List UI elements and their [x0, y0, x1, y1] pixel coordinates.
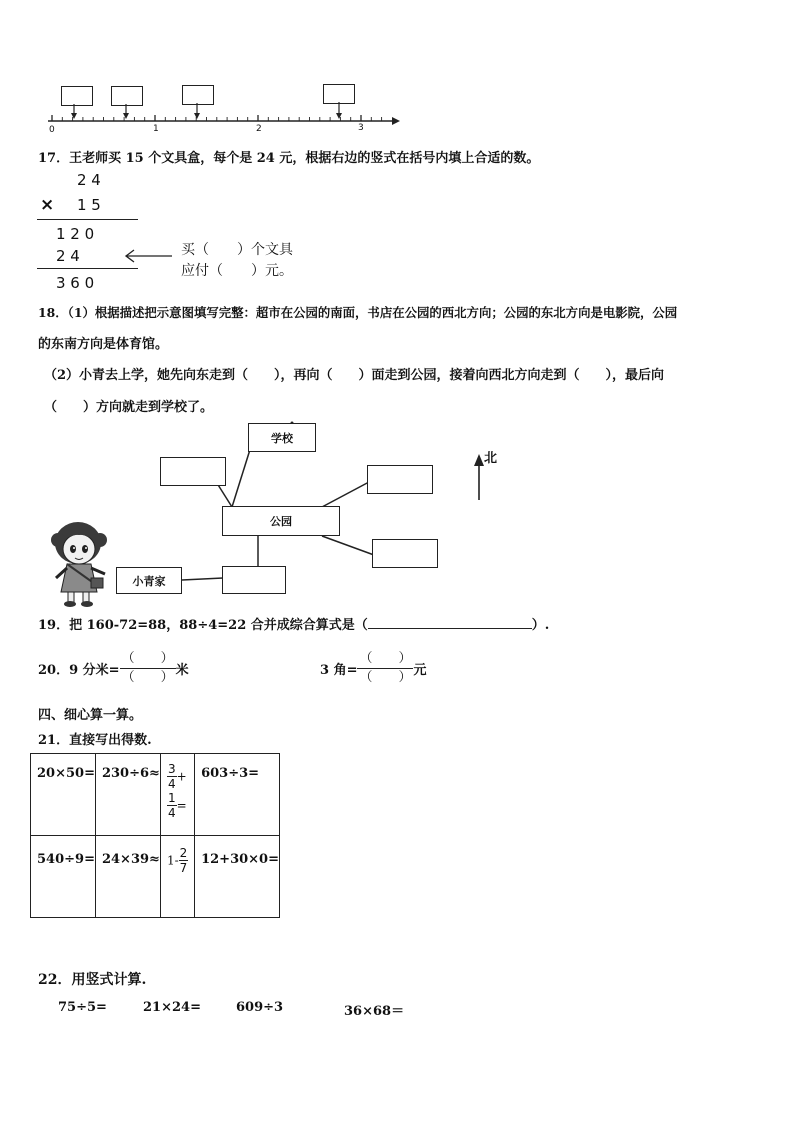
q20-b-unit: 元 — [413, 663, 427, 678]
q20-a-unit: 米 — [175, 663, 189, 678]
q21-frac-b-den: 4 — [167, 806, 176, 820]
blank-box-southeast — [372, 539, 438, 568]
tick-label-2: 2 — [256, 124, 262, 134]
q20-b-fraction — [357, 650, 413, 687]
tick-label-3: 3 — [358, 123, 364, 133]
girl-illustration — [50, 518, 114, 608]
q20-b-prefix: 3 角= — [320, 663, 358, 678]
blank-box-south — [222, 566, 286, 594]
q17-row1: 2 4 — [77, 171, 101, 189]
q21-cell-r1c3 — [160, 754, 194, 836]
q21-frac-b-num: 1 — [167, 791, 176, 805]
q19-text — [38, 614, 549, 633]
q21-frac-a — [167, 762, 177, 791]
q21-one-minus: 1- — [166, 853, 179, 868]
north-label: 北 — [484, 451, 498, 466]
q18-line2: 的东南方向是体育馆。 — [38, 337, 169, 352]
blank-box-northwest — [160, 457, 226, 486]
q22-item-2: 21×24= — [143, 1000, 201, 1015]
q21-cell-r1c4: 603÷3= — [195, 754, 280, 836]
park-box: 公园 — [222, 506, 340, 536]
q21-cell-r2c3 — [160, 836, 194, 918]
number-line — [0, 0, 420, 140]
q17-row4: 2 4 — [56, 247, 80, 265]
q20-b-denominator[interactable]: （ ） — [359, 670, 412, 685]
tick-label-0: 0 — [49, 125, 55, 135]
q18-line3: （2）小青去上学，她先向东走到（ ），再向（ ）面走到公园，接着向西北方向走到（ ），最后向 — [44, 368, 665, 383]
q17-left-arrow — [124, 248, 174, 264]
q18-line4: （ ）方向就走到学校了。 — [44, 400, 214, 415]
q20-a-prefix: 20．9 分米= — [38, 663, 120, 678]
section-4-heading: 四、细心算一算。 — [38, 708, 143, 723]
q21-frac-c — [179, 846, 189, 875]
q22-item-4: 36×68＝ — [344, 1004, 405, 1019]
q17-row5: 3 6 0 — [56, 274, 95, 292]
q20-a-numerator[interactable]: （ ） — [120, 650, 176, 669]
q21-cell-r2c1: 540÷9= — [31, 836, 96, 918]
q17-note-pay: 应付（ ）元。 — [181, 263, 293, 279]
tick-label-1: 1 — [153, 124, 159, 134]
q20-part-b — [320, 650, 427, 687]
q18-line1: 18．（1）根据描述把示意图填写完整：超市在公园的南面，书店在公园的西北方向；公园的东北方向是电影院，公园 — [38, 305, 678, 320]
q21-title: 21．直接写出得数. — [38, 733, 152, 748]
q21-frac-c-den: 7 — [179, 861, 188, 875]
q19-answer-blank[interactable] — [368, 616, 532, 629]
q20-part-a — [38, 650, 189, 687]
school-box: 学校 — [248, 423, 316, 452]
q21-cell-r1c2: 230÷6≈ — [95, 754, 160, 836]
q21-cell-r2c4: 12+30×0= — [195, 836, 280, 918]
q19-prompt: 19．把 160-72=88，88÷4=22 合并成综合算式是（ — [38, 618, 368, 633]
q22-item-3: 609÷3 — [236, 1000, 284, 1015]
q17-times-sign: × — [40, 195, 55, 215]
q21-plus: + — [176, 769, 187, 784]
q21-cell-r2c2: 24×39≈ — [95, 836, 160, 918]
q21-calc-table — [30, 753, 280, 918]
q20-b-numerator[interactable]: （ ） — [357, 650, 413, 669]
q21-frac-a-den: 4 — [167, 777, 176, 791]
q17-text: 17．王老师买 15 个文具盒，每个是 24 元，根据右边的竖式在括号内填上合适的数。 — [38, 151, 540, 166]
q17-row3: 1 2 0 — [56, 225, 95, 243]
blank-box-northeast — [367, 465, 433, 494]
q20-a-denominator[interactable]: （ ） — [121, 670, 174, 685]
q22-item-1: 75÷5= — [58, 1000, 107, 1015]
home-box: 小青家 — [116, 567, 182, 594]
q17-row2: 1 5 — [77, 196, 101, 214]
q21-frac-c-num: 2 — [179, 846, 188, 860]
q21-frac-b — [167, 791, 177, 820]
q17-rule-2 — [37, 268, 138, 269]
q19-close: ）. — [531, 618, 550, 633]
q22-title: 22．用竖式计算. — [38, 972, 147, 988]
q21-cell-r1c1: 20×50= — [31, 754, 96, 836]
number-line-axis — [0, 0, 420, 140]
q20-a-fraction — [120, 650, 176, 687]
q17-note-count: 买（ ）个文具 — [181, 242, 293, 258]
q21-frac-a-num: 3 — [167, 762, 176, 776]
q17-rule-1 — [37, 219, 138, 220]
q21-equals: = — [176, 798, 187, 813]
